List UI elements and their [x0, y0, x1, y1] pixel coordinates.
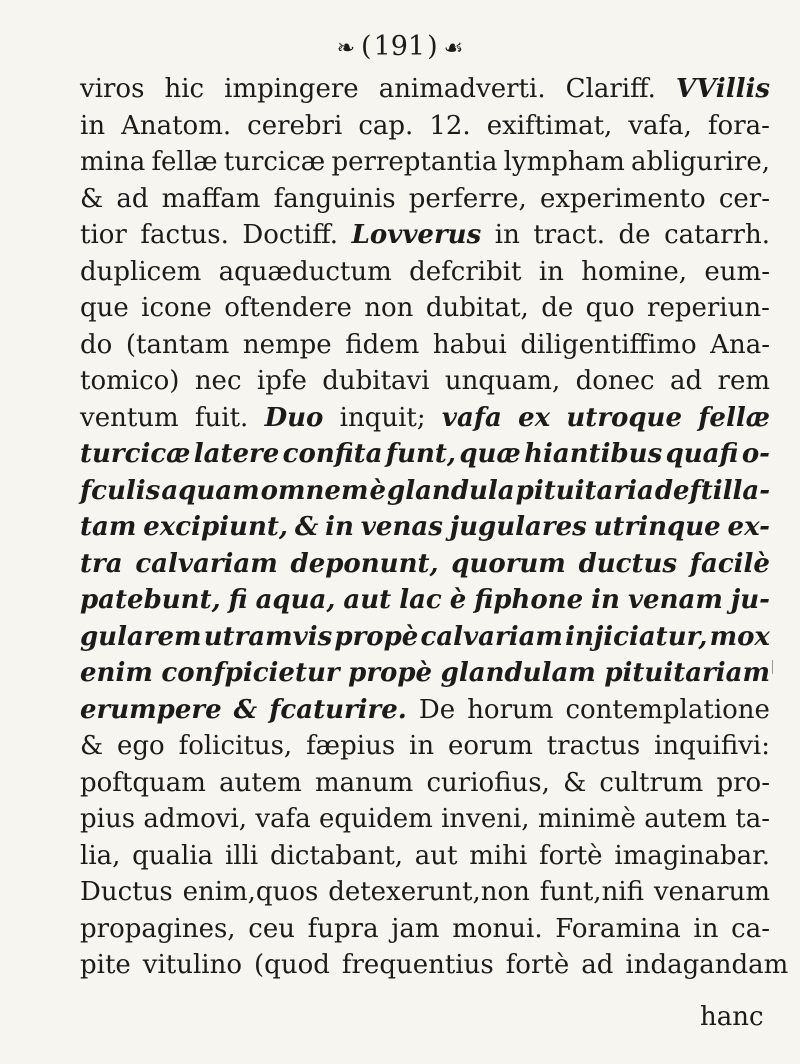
word: &: [80, 183, 104, 214]
word: è: [449, 585, 467, 615]
word: ca-: [731, 913, 770, 944]
fleuron-left-icon: ❧: [336, 36, 356, 61]
text-line: [80, 184, 770, 221]
text-line: [80, 914, 770, 951]
word: ventum: [80, 402, 179, 433]
text-line: [80, 768, 770, 805]
word: detexerunt,non: [328, 877, 530, 907]
word: quorum: [451, 548, 566, 579]
word: Clariff.: [565, 74, 656, 104]
word: ceu: [248, 913, 295, 944]
word: ad: [669, 366, 703, 396]
text-line: [80, 585, 770, 622]
word: Ductus: [80, 877, 173, 907]
word: De: [418, 694, 456, 725]
word: tior: [80, 220, 127, 250]
word: admovi,: [143, 804, 248, 834]
body-text: [80, 74, 789, 987]
word: utrinque: [593, 512, 721, 542]
word: animadverti.: [378, 74, 546, 104]
word: experimento: [539, 183, 706, 214]
word: lac: [399, 585, 442, 615]
word: aquam: [161, 475, 260, 506]
word: glandulam: [440, 658, 596, 688]
word: excipiunt,: [143, 512, 288, 542]
word: deftilla-: [654, 475, 770, 506]
word: habui: [432, 329, 507, 360]
word: propagines,: [80, 913, 236, 944]
word: exiftimat,: [486, 110, 613, 141]
text-line: [80, 330, 770, 367]
word: calvariam: [420, 621, 563, 652]
word: qualia: [132, 840, 214, 871]
word: utroque: [566, 402, 682, 433]
word: ex: [518, 402, 551, 433]
word: eum-: [704, 256, 770, 287]
word: maffam: [161, 183, 261, 214]
word: rem: [717, 366, 770, 396]
word: fidem: [345, 329, 420, 360]
word: vafa: [441, 402, 502, 433]
word: lia,: [80, 840, 121, 871]
word: dubitat,: [425, 293, 529, 323]
word: funt,: [385, 439, 456, 469]
text-line: [80, 366, 770, 403]
word: curiofius,: [426, 767, 550, 798]
word: è: [369, 475, 387, 506]
word: pituitaria: [515, 475, 654, 506]
page-number: 191: [373, 31, 426, 62]
word: imaginabar.: [614, 840, 770, 871]
word: factus.: [140, 220, 229, 250]
header-open-bracket: (: [361, 31, 372, 62]
word: donec: [575, 366, 655, 396]
word: de: [541, 293, 574, 323]
text-line: [80, 512, 770, 549]
word: fculis: [80, 475, 161, 506]
word: do: [80, 329, 113, 360]
word: utramvis: [203, 621, 333, 652]
text-line: [80, 731, 770, 768]
word: manum: [315, 767, 414, 798]
word: &: [233, 694, 258, 725]
text-line: [80, 841, 770, 878]
text-line: [80, 622, 770, 659]
word: Duo: [264, 402, 324, 433]
word: turcicæ: [80, 439, 191, 469]
word: in: [494, 220, 520, 250]
word: dictabant,: [269, 840, 404, 871]
word: vitulino: [142, 950, 243, 980]
word: folicitus,: [178, 731, 293, 761]
text-line: [80, 549, 770, 586]
text-line: [80, 74, 770, 111]
word: minimè: [537, 804, 636, 834]
word: viros: [80, 74, 145, 104]
fleuron-right-icon: ☙: [443, 36, 464, 61]
word: quæ: [459, 439, 521, 469]
word: in: [325, 512, 354, 542]
word: inquifivi:: [654, 731, 770, 761]
word: ego: [117, 731, 165, 761]
text-line: [80, 111, 770, 148]
word: unquam,: [444, 366, 561, 396]
word: fi: [228, 585, 248, 615]
word: facilè: [689, 548, 770, 579]
word: Foramina: [555, 913, 681, 944]
word: Anatom.: [121, 110, 232, 141]
word: calvariam: [135, 548, 278, 579]
word: 12.: [429, 110, 471, 141]
word: fellæ: [698, 402, 770, 433]
word: deponunt,: [290, 548, 439, 579]
word: enim,quos: [182, 877, 319, 907]
text-line: [80, 293, 770, 330]
word: fellæ: [151, 147, 218, 177]
word: in: [591, 585, 620, 615]
word: omnem: [260, 475, 369, 506]
word: Lovverus: [351, 220, 482, 250]
text-line: [80, 804, 770, 841]
word: cultrum: [599, 767, 704, 798]
word: tomico): [80, 366, 180, 396]
word: eorum: [447, 731, 533, 761]
word: que: [80, 293, 129, 323]
text-line: [80, 147, 770, 184]
word: pius: [80, 804, 136, 834]
catchword: hanc: [700, 1002, 764, 1032]
word: diligentiffimo: [520, 329, 697, 360]
word: illi: [224, 840, 259, 871]
word: venarum: [653, 877, 770, 907]
word: aut: [414, 840, 458, 871]
word: reperiun-: [647, 293, 770, 323]
word: &: [80, 731, 104, 761]
word: monui.: [452, 913, 543, 944]
word: nec: [194, 366, 242, 396]
word: quafi: [665, 439, 739, 469]
text-line: [80, 658, 770, 695]
word: inveni,: [441, 804, 530, 834]
word: gularem: [80, 621, 202, 652]
word: autem: [644, 804, 727, 834]
word: frequentius: [341, 950, 494, 980]
text-line: [80, 950, 789, 987]
word: horum: [467, 694, 554, 725]
word: non: [364, 293, 414, 323]
word: ta-: [735, 804, 770, 834]
text-line: [80, 220, 770, 257]
word: confita: [282, 439, 383, 469]
word: catarrh.: [664, 220, 770, 250]
word: ad: [581, 950, 614, 980]
text-line: [80, 476, 770, 513]
text-line: [80, 695, 770, 732]
word: patebunt,: [80, 585, 221, 615]
word: fcaturire.: [269, 694, 407, 725]
word: fortè: [505, 950, 570, 980]
word: confpicietur: [161, 658, 340, 688]
word: ex-: [727, 512, 770, 542]
word: fupra: [307, 913, 379, 944]
word: oftendere: [224, 293, 352, 323]
word: jam: [391, 913, 440, 944]
word: impingere: [224, 74, 359, 104]
word: fortè: [539, 840, 603, 871]
word: ductus: [578, 548, 678, 579]
word: erumpere: [80, 694, 222, 725]
word: fora-: [707, 110, 770, 141]
word: venam: [627, 585, 723, 615]
word: injiciatur,: [565, 621, 708, 652]
margin-mark: [772, 660, 773, 674]
word: (tantam: [125, 329, 230, 360]
word: in: [538, 256, 564, 287]
word: mina: [80, 147, 146, 177]
word: pite: [80, 950, 131, 980]
word: vafa: [255, 804, 311, 834]
word: contemplatione: [565, 694, 770, 725]
word: &: [294, 512, 319, 542]
word: vafa,: [628, 110, 692, 141]
word: hiantibus: [524, 439, 663, 469]
word: poftquam: [80, 767, 206, 798]
word: pro-: [716, 767, 770, 798]
word: enim: [80, 658, 153, 688]
word: defcribit: [409, 256, 522, 287]
word: aut: [343, 585, 392, 615]
word: funt,nifi: [539, 877, 644, 907]
word: Ana-: [710, 329, 770, 360]
word: ad: [116, 183, 149, 214]
word: inquit;: [339, 402, 426, 433]
word: VVillis: [675, 74, 770, 104]
word: ipfe: [256, 366, 307, 396]
word: pituitariam: [604, 658, 770, 688]
word: cerebri: [247, 110, 343, 141]
word: tractus: [546, 731, 641, 761]
text-line: [80, 439, 770, 476]
word: propè: [348, 658, 433, 688]
word: aqua,: [255, 585, 336, 615]
word: icone: [141, 293, 212, 323]
page-header: [0, 30, 800, 66]
word: aquæductum: [218, 256, 392, 287]
word: fanguinis: [273, 183, 396, 214]
word: Doctiff.: [242, 220, 339, 250]
word: cer-: [718, 183, 770, 214]
word: in: [409, 731, 435, 761]
word: fæpius: [306, 731, 396, 761]
word: propè: [334, 621, 419, 652]
word: mox: [709, 621, 770, 652]
word: nempe: [242, 329, 332, 360]
word: o-: [741, 439, 770, 469]
word: equidem: [319, 804, 433, 834]
word: in: [693, 913, 719, 944]
word: perferre,: [408, 183, 527, 214]
word: jugulares: [449, 512, 587, 542]
word: glandula: [387, 475, 515, 506]
word: homine,: [581, 256, 688, 287]
word: duplicem: [80, 256, 202, 287]
word: turcicæ: [223, 147, 326, 177]
word: autem: [219, 767, 302, 798]
word: lympham: [503, 147, 625, 177]
word: abligurire,: [631, 147, 770, 177]
word: mihi: [469, 840, 528, 871]
word: &: [563, 767, 587, 798]
text-line: [80, 877, 770, 914]
word: tam: [80, 512, 137, 542]
text-line: [80, 403, 770, 440]
word: ju-: [730, 585, 770, 615]
word: quo: [585, 293, 635, 323]
word: cap.: [358, 110, 414, 141]
word: hic: [164, 74, 205, 104]
word: (quod: [254, 950, 330, 980]
word: fuit.: [194, 402, 249, 433]
text-line: [80, 257, 770, 294]
word: venas: [360, 512, 443, 542]
word: in: [80, 110, 106, 141]
word: latere: [193, 439, 280, 469]
word: indagandam: [625, 950, 789, 980]
word: fiphone: [474, 585, 584, 615]
header-close-bracket: ): [427, 31, 438, 62]
word: dubitavi: [322, 366, 430, 396]
word: perreptantia: [331, 147, 498, 177]
word: de: [618, 220, 651, 250]
word: tract.: [533, 220, 605, 250]
word: tra: [80, 548, 123, 579]
